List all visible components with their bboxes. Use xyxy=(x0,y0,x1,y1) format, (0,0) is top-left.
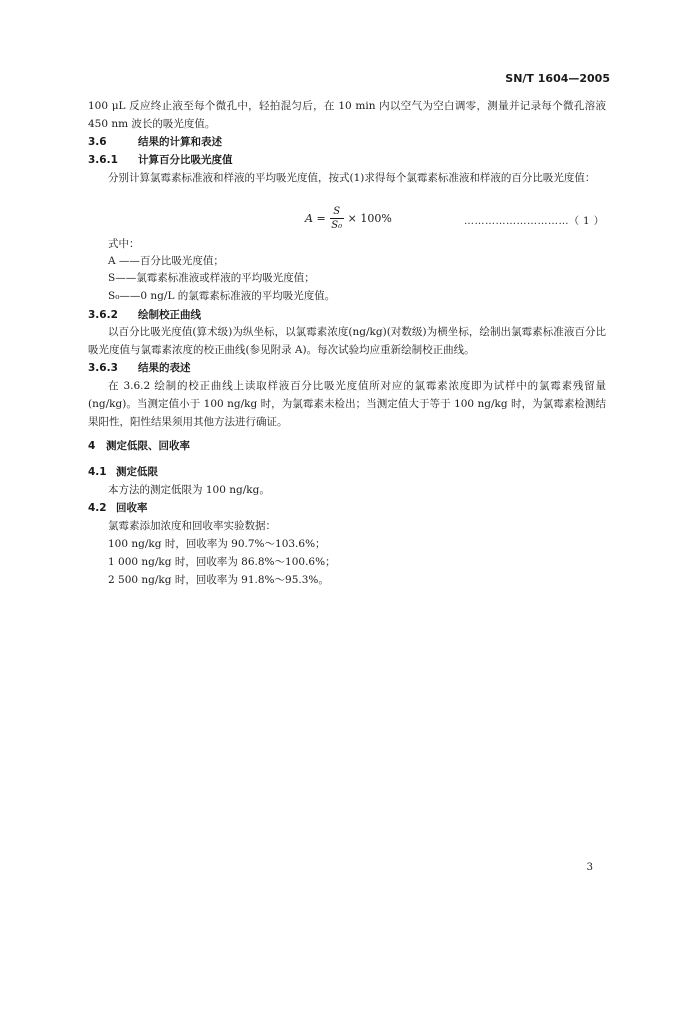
recovery-item: 100 ng/kg 时，回收率为 90.7%～103.6%； xyxy=(108,538,326,550)
definition-s: S——氯霉素标准液或样液的平均吸光度值； xyxy=(108,272,315,284)
section-number: 3.6.1 xyxy=(88,154,118,166)
formula-numerator: S xyxy=(333,206,341,217)
section-number: 3.6 xyxy=(88,136,107,148)
definition-a: A ——百分比吸光度值； xyxy=(108,255,224,267)
paragraph-4-1: 本方法的测定低限为 100 ng/kg。 xyxy=(108,484,270,496)
formula-lhs: A = xyxy=(305,212,326,225)
section-number: 4.2 xyxy=(88,502,107,514)
fraction-bar xyxy=(330,218,344,219)
section-title: 结果的表述 xyxy=(138,362,191,374)
section-3-6-1-heading xyxy=(88,151,233,169)
paragraph-3-6-1: 分别计算氯霉素标准液和样液的平均吸光度值，按式(1)求得每个氯霉素标准液和样液的百分比吸光度值： xyxy=(108,172,596,184)
section-3-6-3-heading xyxy=(88,359,191,377)
paragraph-3-6-2: 以百分比吸光度值(算术级)为纵坐标，以氯霉素浓度(ng/kg)(对数级)为横坐标，绘制出氯霉素标准液百分比吸光度值与氯霉素浓度的校正曲线(参见附录 A)。每次试验均应重新绘制校正曲线。 xyxy=(88,326,606,356)
section-4-2-heading xyxy=(88,499,148,517)
formula-1 xyxy=(305,206,392,231)
section-title: 回收率 xyxy=(116,502,148,514)
formula-fraction xyxy=(330,206,344,231)
standard-code-header: SN/T 1604—2005 xyxy=(505,72,610,85)
section-title: 计算百分比吸光度值 xyxy=(138,154,233,166)
page-number: 3 xyxy=(586,862,593,873)
paragraph-3-6-3: 在 3.6.2 绘制的校正曲线上读取样液百分比吸光度值所对应的氯霉素浓度即为试样中的氯霉素残留量(ng/kg)。当测定值小于 100 ng/kg 时，为氯霉素未检出；当测定值大于等于 100 ng/kg 时，为氯霉素检测结果阳性，阳性结果须用其他方法进行确证。 xyxy=(88,380,606,428)
formula-denominator: S₀ xyxy=(331,220,343,231)
formula-rhs: × 100% xyxy=(347,212,392,225)
recovery-item: 1 000 ng/kg 时，回收率为 86.8%～100.6%； xyxy=(108,556,336,568)
section-title: 测定低限、回收率 xyxy=(106,440,190,452)
where-label: 式中： xyxy=(108,238,140,250)
section-number: 4 xyxy=(88,440,96,452)
section-4-heading xyxy=(88,437,190,455)
equation-number: …………………………（ 1 ） xyxy=(464,216,605,227)
recovery-item: 2 500 ng/kg 时，回收率为 91.8%～95.3%。 xyxy=(108,574,329,586)
section-title: 结果的计算和表述 xyxy=(138,136,222,148)
definition-s0: S₀——0 ng/L 的氯霉素标准液的平均吸光度值。 xyxy=(108,290,336,302)
paragraph-4-2-intro: 氯霉素添加浓度和回收率实验数据： xyxy=(108,520,276,532)
section-number: 4.1 xyxy=(88,466,107,478)
section-4-1-heading xyxy=(88,463,158,481)
continued-paragraph: 100 μL 反应终止液至每个微孔中，轻拍混匀后，在 10 min 内以空气为空白调零，测量并记录每个微孔溶液 450 nm 波长的吸光度值。 xyxy=(88,100,606,130)
section-3-6-2-heading xyxy=(88,306,201,324)
section-title: 绘制校正曲线 xyxy=(138,309,201,321)
section-number: 3.6.3 xyxy=(88,362,118,374)
section-title: 测定低限 xyxy=(116,466,158,478)
section-number: 3.6.2 xyxy=(88,309,118,321)
section-3-6-heading xyxy=(88,133,222,151)
